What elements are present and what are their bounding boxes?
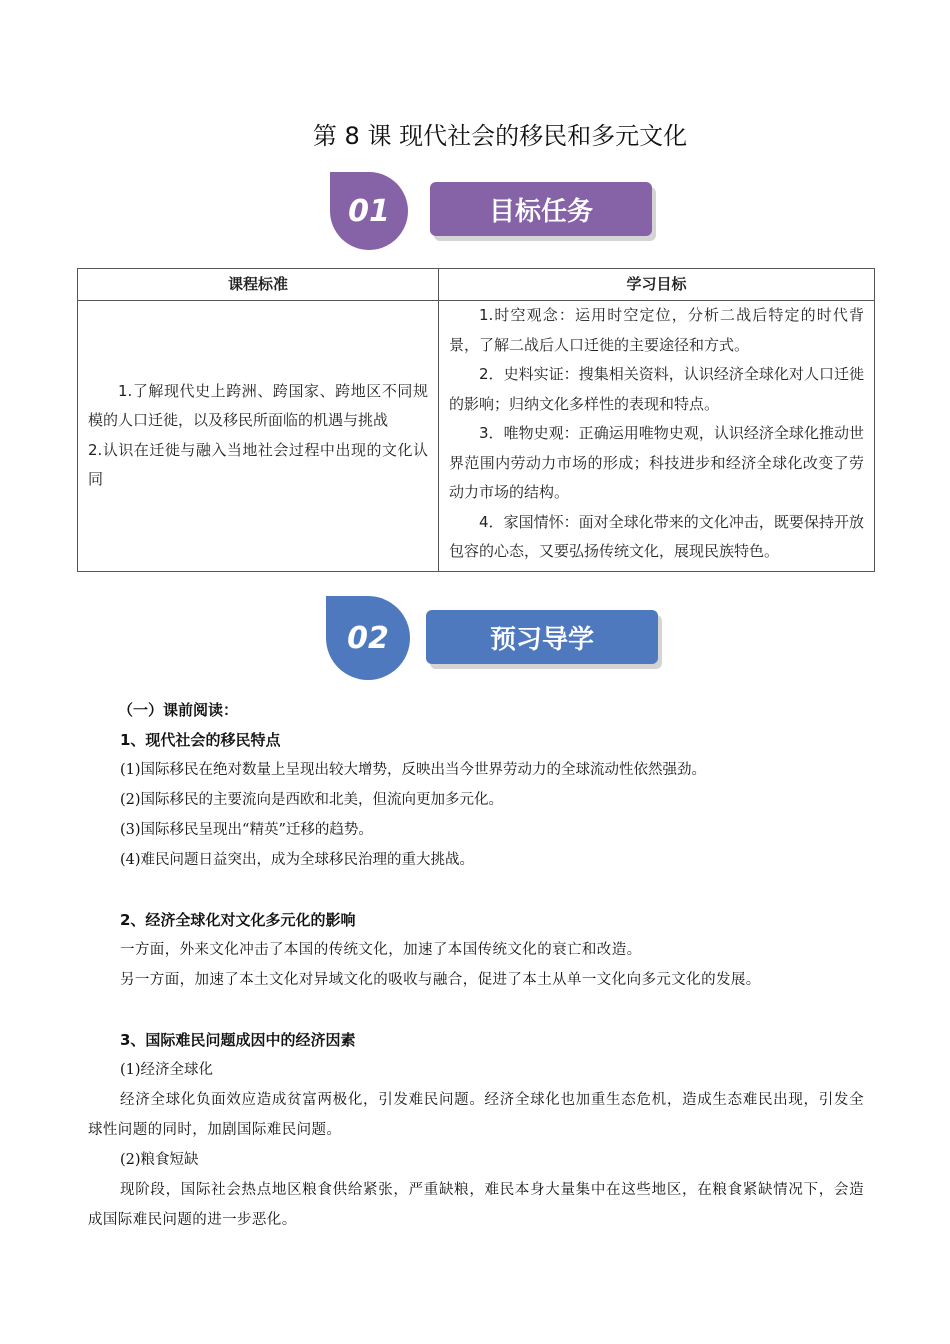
standards-table (77, 268, 875, 572)
section-number-badge: 02 (326, 596, 410, 680)
section-title-preview: 预习导学 (426, 610, 658, 664)
reading-heading: （一）课前阅读： (118, 701, 239, 719)
section-number-badge: 01 (330, 172, 408, 250)
objective-item: 4．家国情怀：面对全球化带来的文化冲击，既要保持开放包容的心态，又要弘扬传统文化，展现民族特色。 (449, 512, 864, 560)
paragraph: 另一方面，加速了本土文化对异域文化的吸收与融合，促进了本土从单一文化向多元文化的发展。 (120, 972, 761, 988)
table-header-row (78, 269, 875, 301)
course-standards-cell (78, 301, 439, 572)
section-heading: 3、国际难民问题成因中的经济因素 (120, 1031, 356, 1049)
list-item: (1)国际移民在绝对数量上呈现出较大增势，反映出当今世界劳动力的全球流动性依然强劲。 (120, 762, 707, 778)
paragraph: 现阶段，国际社会热点地区粮食供给紧张，严重缺粮，难民本身大量集中在这些地区，在粮食紧缺情况下，会造成国际难民问题的进一步恶化。 (88, 1182, 864, 1228)
page-title: 第 8 课 现代社会的移民和多元文化 (312, 122, 688, 150)
list-item: (3)国际移民呈现出“精英”迁移的趋势。 (120, 822, 373, 838)
paragraph: 经济全球化负面效应造成贫富两极化，引发难民问题。经济全球化也加重生态危机，造成生态难民出现，引发全球性问题的同时，加剧国际难民问题。 (88, 1092, 864, 1138)
list-item: (2)国际移民的主要流向是西欧和北美，但流向更加多元化。 (120, 792, 504, 808)
header-learning-objectives: 学习目标 (439, 269, 875, 301)
paragraph: 一方面，外来文化冲击了本国的传统文化，加速了本国传统文化的衰亡和改造。 (120, 942, 642, 958)
standard-item: 2.认识在迁徙与融入当地社会过程中出现的文化认同 (88, 440, 428, 489)
objective-item: 1.时空观念：运用时空定位，分析二战后特定的时代背景，了解二战后人口迁徙的主要途径和方式。 (449, 306, 864, 354)
learning-objectives-cell (439, 301, 875, 572)
standard-item: 1.了解现代史上跨洲、跨国家、跨地区不同规模的人口迁徙，以及移民所面临的机遇与挑战 (88, 381, 428, 430)
reading-content (88, 695, 864, 1235)
section-heading: 2、经济全球化对文化多元化的影响 (120, 911, 356, 929)
section-title-goals: 目标任务 (430, 182, 652, 236)
table-row (78, 301, 875, 572)
objective-item: 3．唯物史观：正确运用唯物史观，认识经济全球化推动世界范围内劳动力市场的形成；科技进步和经济全球化改变了劳动力市场的结构。 (449, 424, 864, 501)
list-item: (4)难民问题日益突出，成为全球移民治理的重大挑战。 (120, 852, 475, 868)
objective-item: 2．史料实证：搜集相关资料，认识经济全球化对人口迁徙的影响；归纳文化多样性的表现和特点。 (449, 365, 864, 413)
sub-heading: (2)粮食短缺 (120, 1152, 199, 1168)
header-course-standard: 课程标准 (78, 269, 439, 301)
section-heading: 1、现代社会的移民特点 (120, 731, 281, 749)
sub-heading: (1)经济全球化 (120, 1062, 214, 1078)
